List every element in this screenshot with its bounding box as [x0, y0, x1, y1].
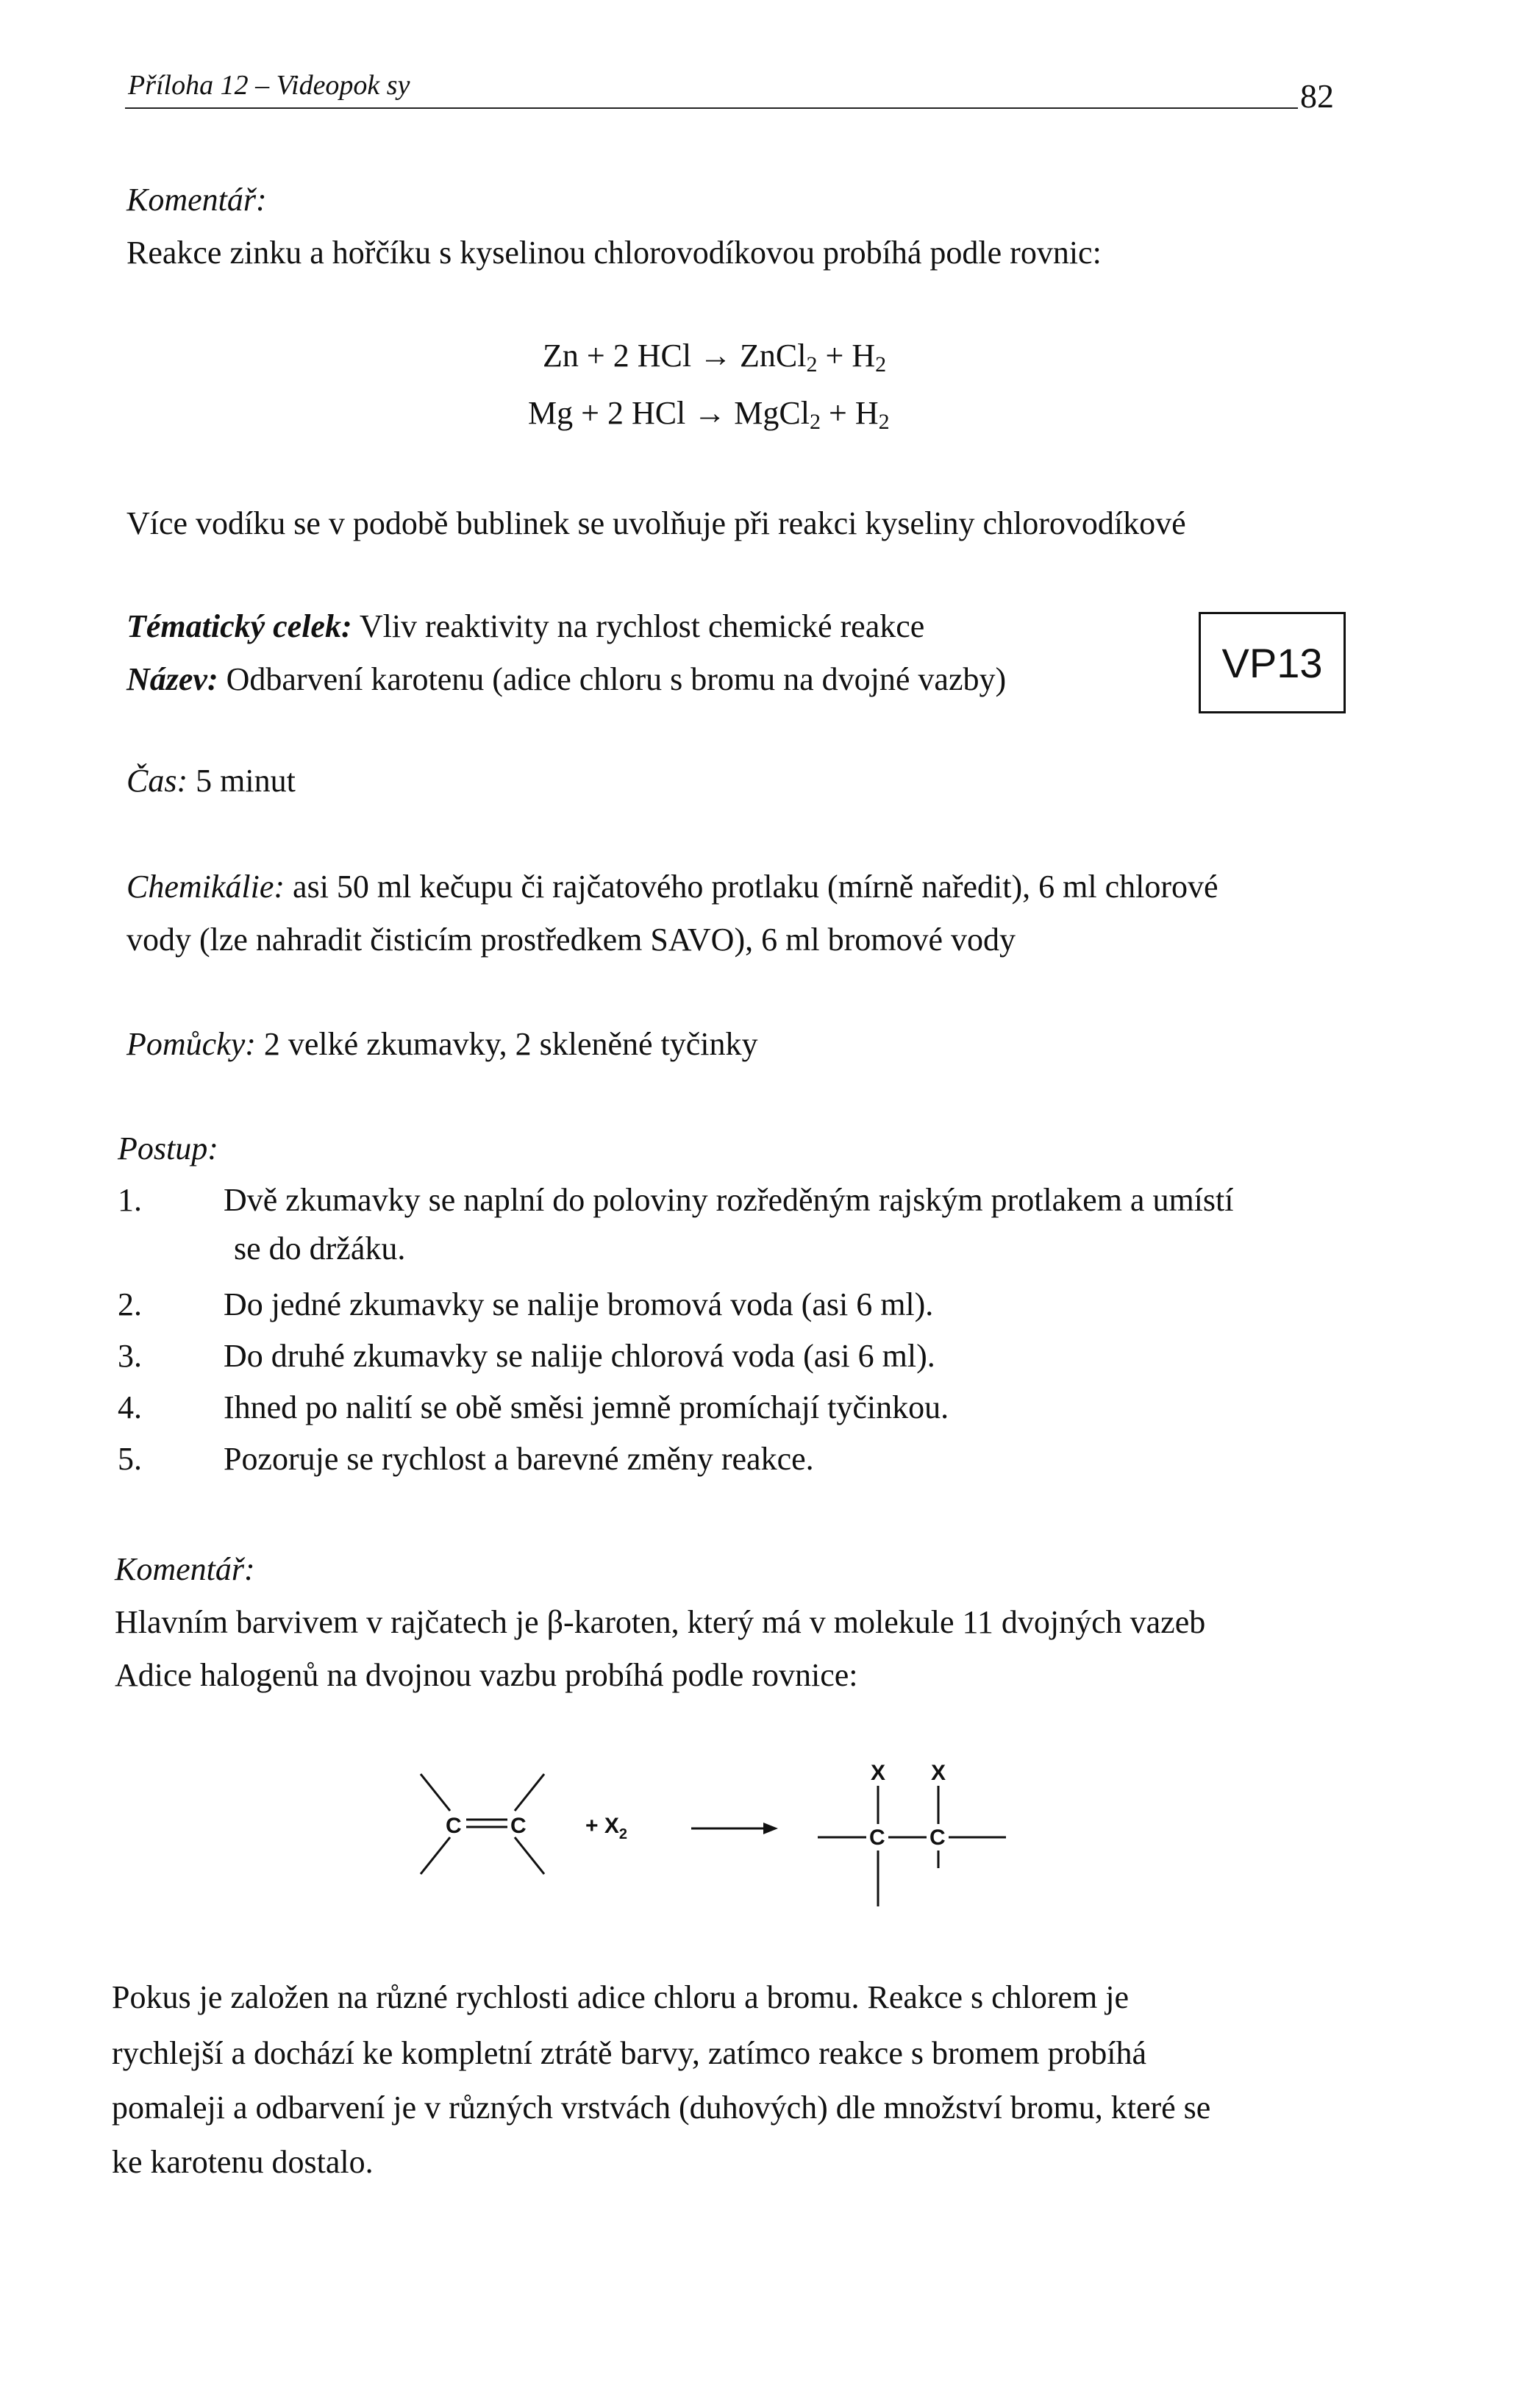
nazev-label: Název: [126, 661, 218, 697]
nazev-value: Odbarvení karotenu (adice chloru s bromu na dvojné vazby) [226, 661, 1007, 697]
equation-zinc-product-sub: 2 [806, 352, 818, 377]
arrow-head [763, 1823, 778, 1834]
final-paragraph-line-4: ke karotenu dostalo. [112, 2144, 374, 2180]
step-number: 2. [118, 1286, 142, 1322]
equation-zinc-arrow: → [699, 338, 732, 374]
equation-zinc-hydrogen-sub: 2 [875, 352, 887, 377]
equation-magnesium-arrow: → [693, 395, 727, 431]
final-paragraph-line-3: pomaleji a odbarvení je v různých vrstvách (duhových) dle množství bromu, které se [112, 2090, 1211, 2126]
step-text: Do druhé zkumavky se nalije chlorová voda (asi 6 ml). [224, 1338, 935, 1374]
cas-label: Čas: [126, 763, 188, 799]
scheme-product-c-left: C [869, 1825, 885, 1850]
scheme-reagent-sub: 2 [618, 1826, 627, 1842]
page-number: 82 [1300, 77, 1334, 115]
pomucky-label: Pomůcky: [126, 1026, 256, 1062]
step-text: Do jedné zkumavky se nalije bromová voda (asi 6 ml). [224, 1286, 934, 1322]
equation-magnesium-hydrogen-sub: 2 [878, 410, 890, 434]
equation-magnesium-product-sub: 2 [810, 410, 821, 434]
final-paragraph-line-1: Pokus je založen na různé rychlosti adice chloru a bromu. Reakce s chlorem je [112, 1979, 1130, 2015]
equation-zinc-product: ZnCl [740, 338, 807, 374]
tematicky-celek-value: Vliv reaktivity na rychlost chemické reakce [359, 608, 925, 644]
scheme-c-right: C [510, 1814, 527, 1838]
cas-value: 5 minut [196, 763, 296, 799]
tematicky-celek-label: Tématický celek: [126, 608, 352, 644]
step-number: 1. [118, 1182, 142, 1218]
experiment-code: VP13 [1221, 639, 1323, 686]
step-number: 3. [118, 1338, 142, 1374]
komentar-label-2: Komentář: [115, 1551, 255, 1587]
komentar-text-2-line-2: Adice halogenů na dvojnou vazbu probíhá podle rovnice: [115, 1657, 858, 1693]
equation-magnesium-hydrogen: + H [829, 395, 879, 431]
scheme-product-c-right: C [930, 1825, 946, 1850]
equation-zinc-reactants: Zn + 2 HCl [543, 338, 692, 374]
chemikalie-label: Chemikálie: [126, 869, 285, 905]
step-number: 4. [118, 1389, 142, 1425]
chemikalie-line-2: vody (lze nahradit čisticím prostředkem SAVO), 6 ml bromové vody [126, 922, 1016, 958]
postup-label: Postup: [118, 1130, 218, 1166]
komentar-text-2-line-1: Hlavním barvivem v rajčatech je β-karoten, který má v molekule 11 dvojných vazeb [115, 1604, 1206, 1640]
scheme-reagent-label: + X [585, 1814, 619, 1838]
scheme-x-top-left: X [871, 1761, 886, 1785]
equation-magnesium-reactants: Mg + 2 HCl [528, 395, 686, 431]
step-text: Pozoruje se rychlost a barevné změny reakce. [224, 1441, 814, 1477]
scheme-reagent [585, 1814, 627, 1842]
pomucky-value: 2 velké zkumavky, 2 skleněné tyčinky [263, 1026, 758, 1062]
chemikalie-text-1: asi 50 ml kečupu či rajčatového protlaku (mírně naředit), 6 ml chlorové [293, 869, 1219, 905]
step-number: 5. [118, 1441, 142, 1477]
final-paragraph-line-2: rychlejší a dochází ke kompletní ztrátě barvy, zatímco reakce s bromem probíhá [112, 2035, 1147, 2071]
step-text: Dvě zkumavky se naplní do poloviny rozředěným rajským protlakem a umístí [224, 1182, 1234, 1218]
equation-zinc-hydrogen: + H [825, 338, 876, 374]
step-text: Ihned po nalití se obě směsi jemně promíchají tyčinkou. [224, 1389, 949, 1425]
step-text-continued: se do držáku. [234, 1230, 406, 1267]
scheme-x-top-right: X [931, 1761, 946, 1785]
vice-vodiku-text: Více vodíku se v podobě bublinek se uvolňuje při reakci kyseliny chlorovodíkové [126, 505, 1186, 541]
komentar-label-1: Komentář: [126, 182, 267, 218]
scheme-c-left: C [446, 1814, 462, 1838]
komentar-text-1: Reakce zinku a hořčíku s kyselinou chlorovodíkovou probíhá podle rovnic: [126, 235, 1102, 271]
header-title: Příloha 12 – Videopok sy [128, 70, 410, 101]
equation-magnesium-product: MgCl [734, 395, 810, 431]
